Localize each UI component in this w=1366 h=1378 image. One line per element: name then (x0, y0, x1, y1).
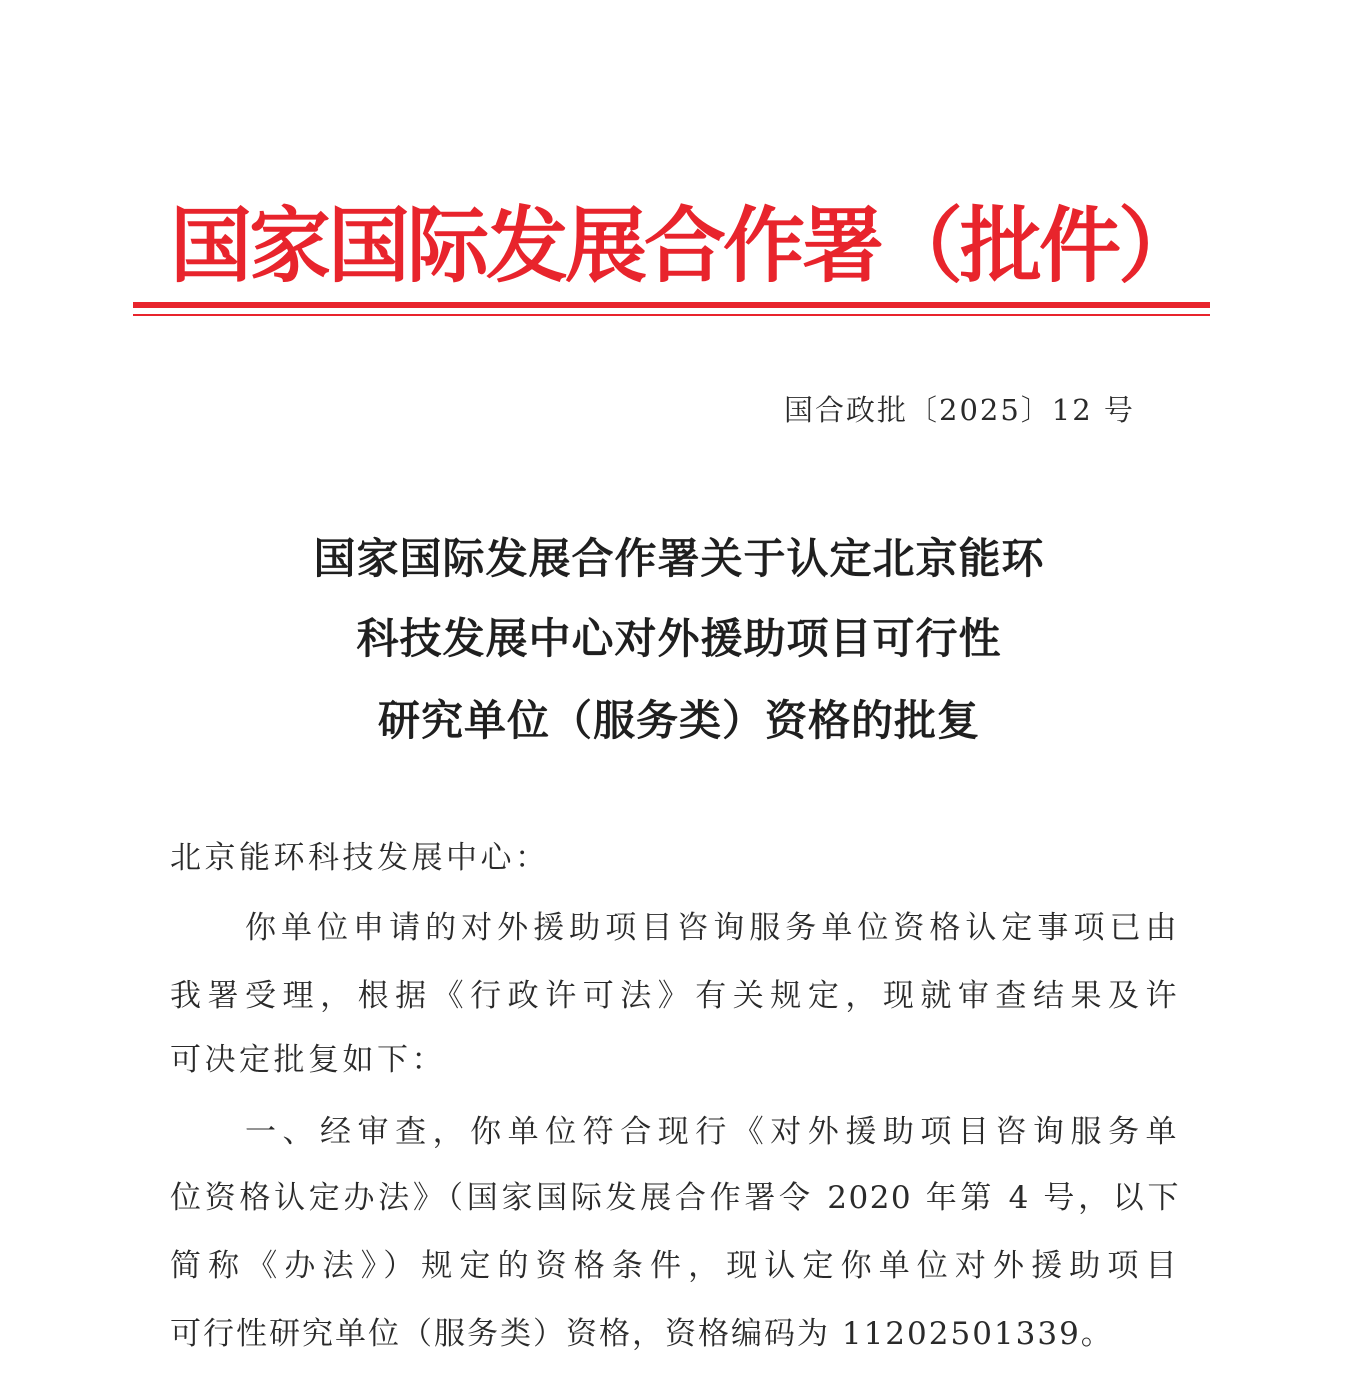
document-title-line-2: 科技发展中心对外援助项目可行性 (356, 614, 1002, 663)
body-line-3: 可决定批复如下： (170, 1042, 446, 1078)
masthead-rule-thin (133, 314, 1210, 316)
body-line-7: 可行性研究单位（服务类）资格，资格编码为 11202501339。 (170, 1316, 1114, 1352)
masthead-title: 国家国际发展合作署（批件） (170, 198, 1198, 294)
masthead-rule-thick (133, 302, 1210, 308)
body-line-1: 你单位申请的对外援助项目咨询服务单位资格认定事项已由 (245, 910, 1180, 946)
body-line-6: 简称《办法》）规定的资格条件，现认定你单位对外援助项目 (170, 1248, 1180, 1284)
body-line-5: 位资格认定办法》（国家国际发展合作署令 2020 年第 4 号，以下 (170, 1180, 1180, 1216)
document-number: 国合政批〔2025〕12 号 (784, 393, 1135, 427)
document-title-line-1: 国家国际发展合作署关于认定北京能环 (313, 534, 1045, 583)
body-line-4: 一、经审查，你单位符合现行《对外援助项目咨询服务单 (245, 1114, 1180, 1150)
document-title-line-3: 研究单位（服务类）资格的批复 (377, 696, 980, 745)
body-line-2: 我署受理，根据《行政许可法》有关规定，现就审查结果及许 (170, 978, 1180, 1014)
addressee: 北京能环科技发展中心： (170, 840, 550, 876)
